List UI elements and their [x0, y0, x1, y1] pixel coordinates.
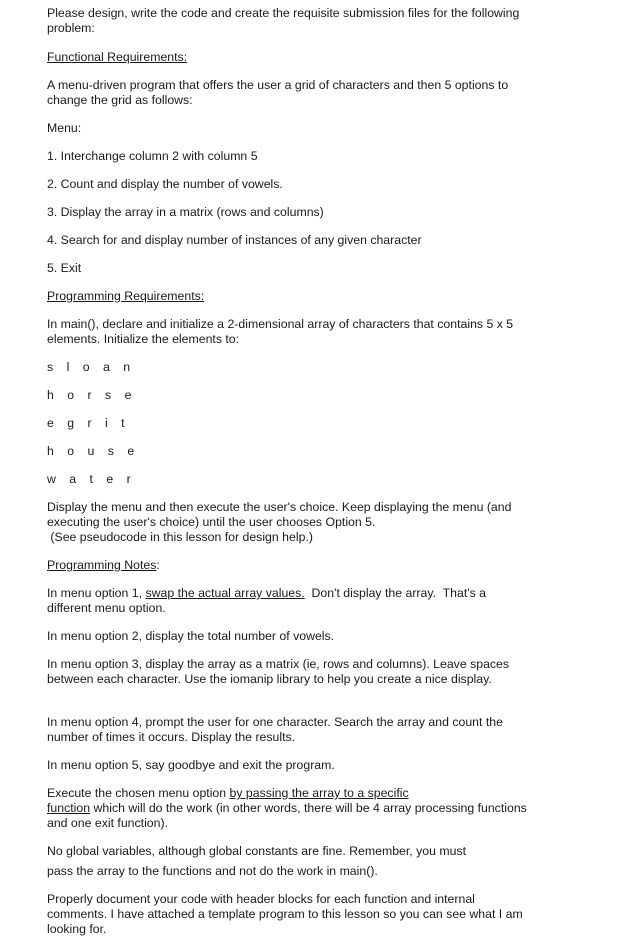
display-menu-text: Display the menu and then execute the user's choice. Keep displaying the menu (and executing the user's choice) until the user chooses Option 5. [47, 500, 512, 529]
function-emphasis: function [47, 801, 91, 815]
execute-prefix: Execute the chosen menu option [47, 786, 230, 800]
note-option-2: In menu option 2, display the total number of vowels. [47, 629, 335, 643]
grid-row-4: h o u s e [47, 444, 140, 458]
menu-item-4: 4. Search for and display number of instances of any given character [47, 233, 422, 247]
menu-item-5: 5. Exit [47, 261, 82, 275]
passing-array-emphasis: by passing the array to a specific [229, 786, 409, 800]
grid-row-1: s l o a n [47, 360, 136, 374]
note1-prefix: In menu option 1, [47, 586, 146, 600]
display-menu-paragraph [47, 500, 527, 545]
grid-row-3: e g r i t [47, 416, 130, 430]
globals-line-1: No global variables, although global constants are fine. Remember, you must [47, 844, 467, 858]
note-option-4: In menu option 4, prompt the user for one character. Search the array and count the number of times it occurs. Display the results. [47, 715, 503, 744]
note-option-5: In menu option 5, say goodbye and exit the program. [47, 758, 335, 772]
note-option-1 [47, 586, 527, 616]
programming-requirements-heading: Programming Requirements: [47, 289, 205, 303]
functional-requirements-body: A menu-driven program that offers the user a grid of characters and then 5 options to change the grid as follows: [47, 78, 509, 107]
menu-item-3: 3. Display the array in a matrix (rows and columns) [47, 205, 324, 219]
intro-paragraph: Please design, write the code and create the requisite submission files for the following problem: [47, 6, 520, 35]
functional-requirements-heading: Functional Requirements: [47, 50, 188, 64]
globals-line-2: pass the array to the functions and not do the work in main(). [47, 864, 378, 878]
note-option-3: In menu option 3, display the array as a matrix (ie, rows and columns). Leave spaces between each character. Use the iomanip library to help you create a nice display. [47, 657, 510, 686]
note1-suffix: Don't display the array. That's a different menu option. [47, 586, 490, 615]
pseudocode-note: (See pseudocode in this lesson for design help.) [47, 530, 313, 544]
documentation-paragraph: Properly document your code with header blocks for each function and internal comments. I have attached a template program to this lesson so you can see what I am looking for. [47, 892, 523, 936]
execute-paragraph [47, 786, 527, 831]
programming-notes-colon: : [156, 558, 160, 572]
menu-item-1: 1. Interchange column 2 with column 5 [47, 149, 258, 163]
grid-row-5: w a t e r [47, 472, 136, 486]
swap-values-emphasis: swap the actual array values. [145, 586, 305, 600]
programming-requirements-body: In main(), declare and initialize a 2-dimensional array of characters that contains 5 x 5 elements. Initialize the elements to: [47, 317, 514, 346]
menu-label: Menu: [47, 121, 82, 135]
menu-item-2: 2. Count and display the number of vowels. [47, 177, 283, 191]
global-variables-paragraph [47, 844, 527, 879]
programming-notes-heading [47, 558, 527, 573]
programming-notes-heading-text: Programming Notes [47, 558, 157, 572]
grid-row-2: h o r s e [47, 388, 137, 402]
execute-suffix: which will do the work (in other words, there will be 4 array processing functions and one exit function). [47, 801, 527, 830]
